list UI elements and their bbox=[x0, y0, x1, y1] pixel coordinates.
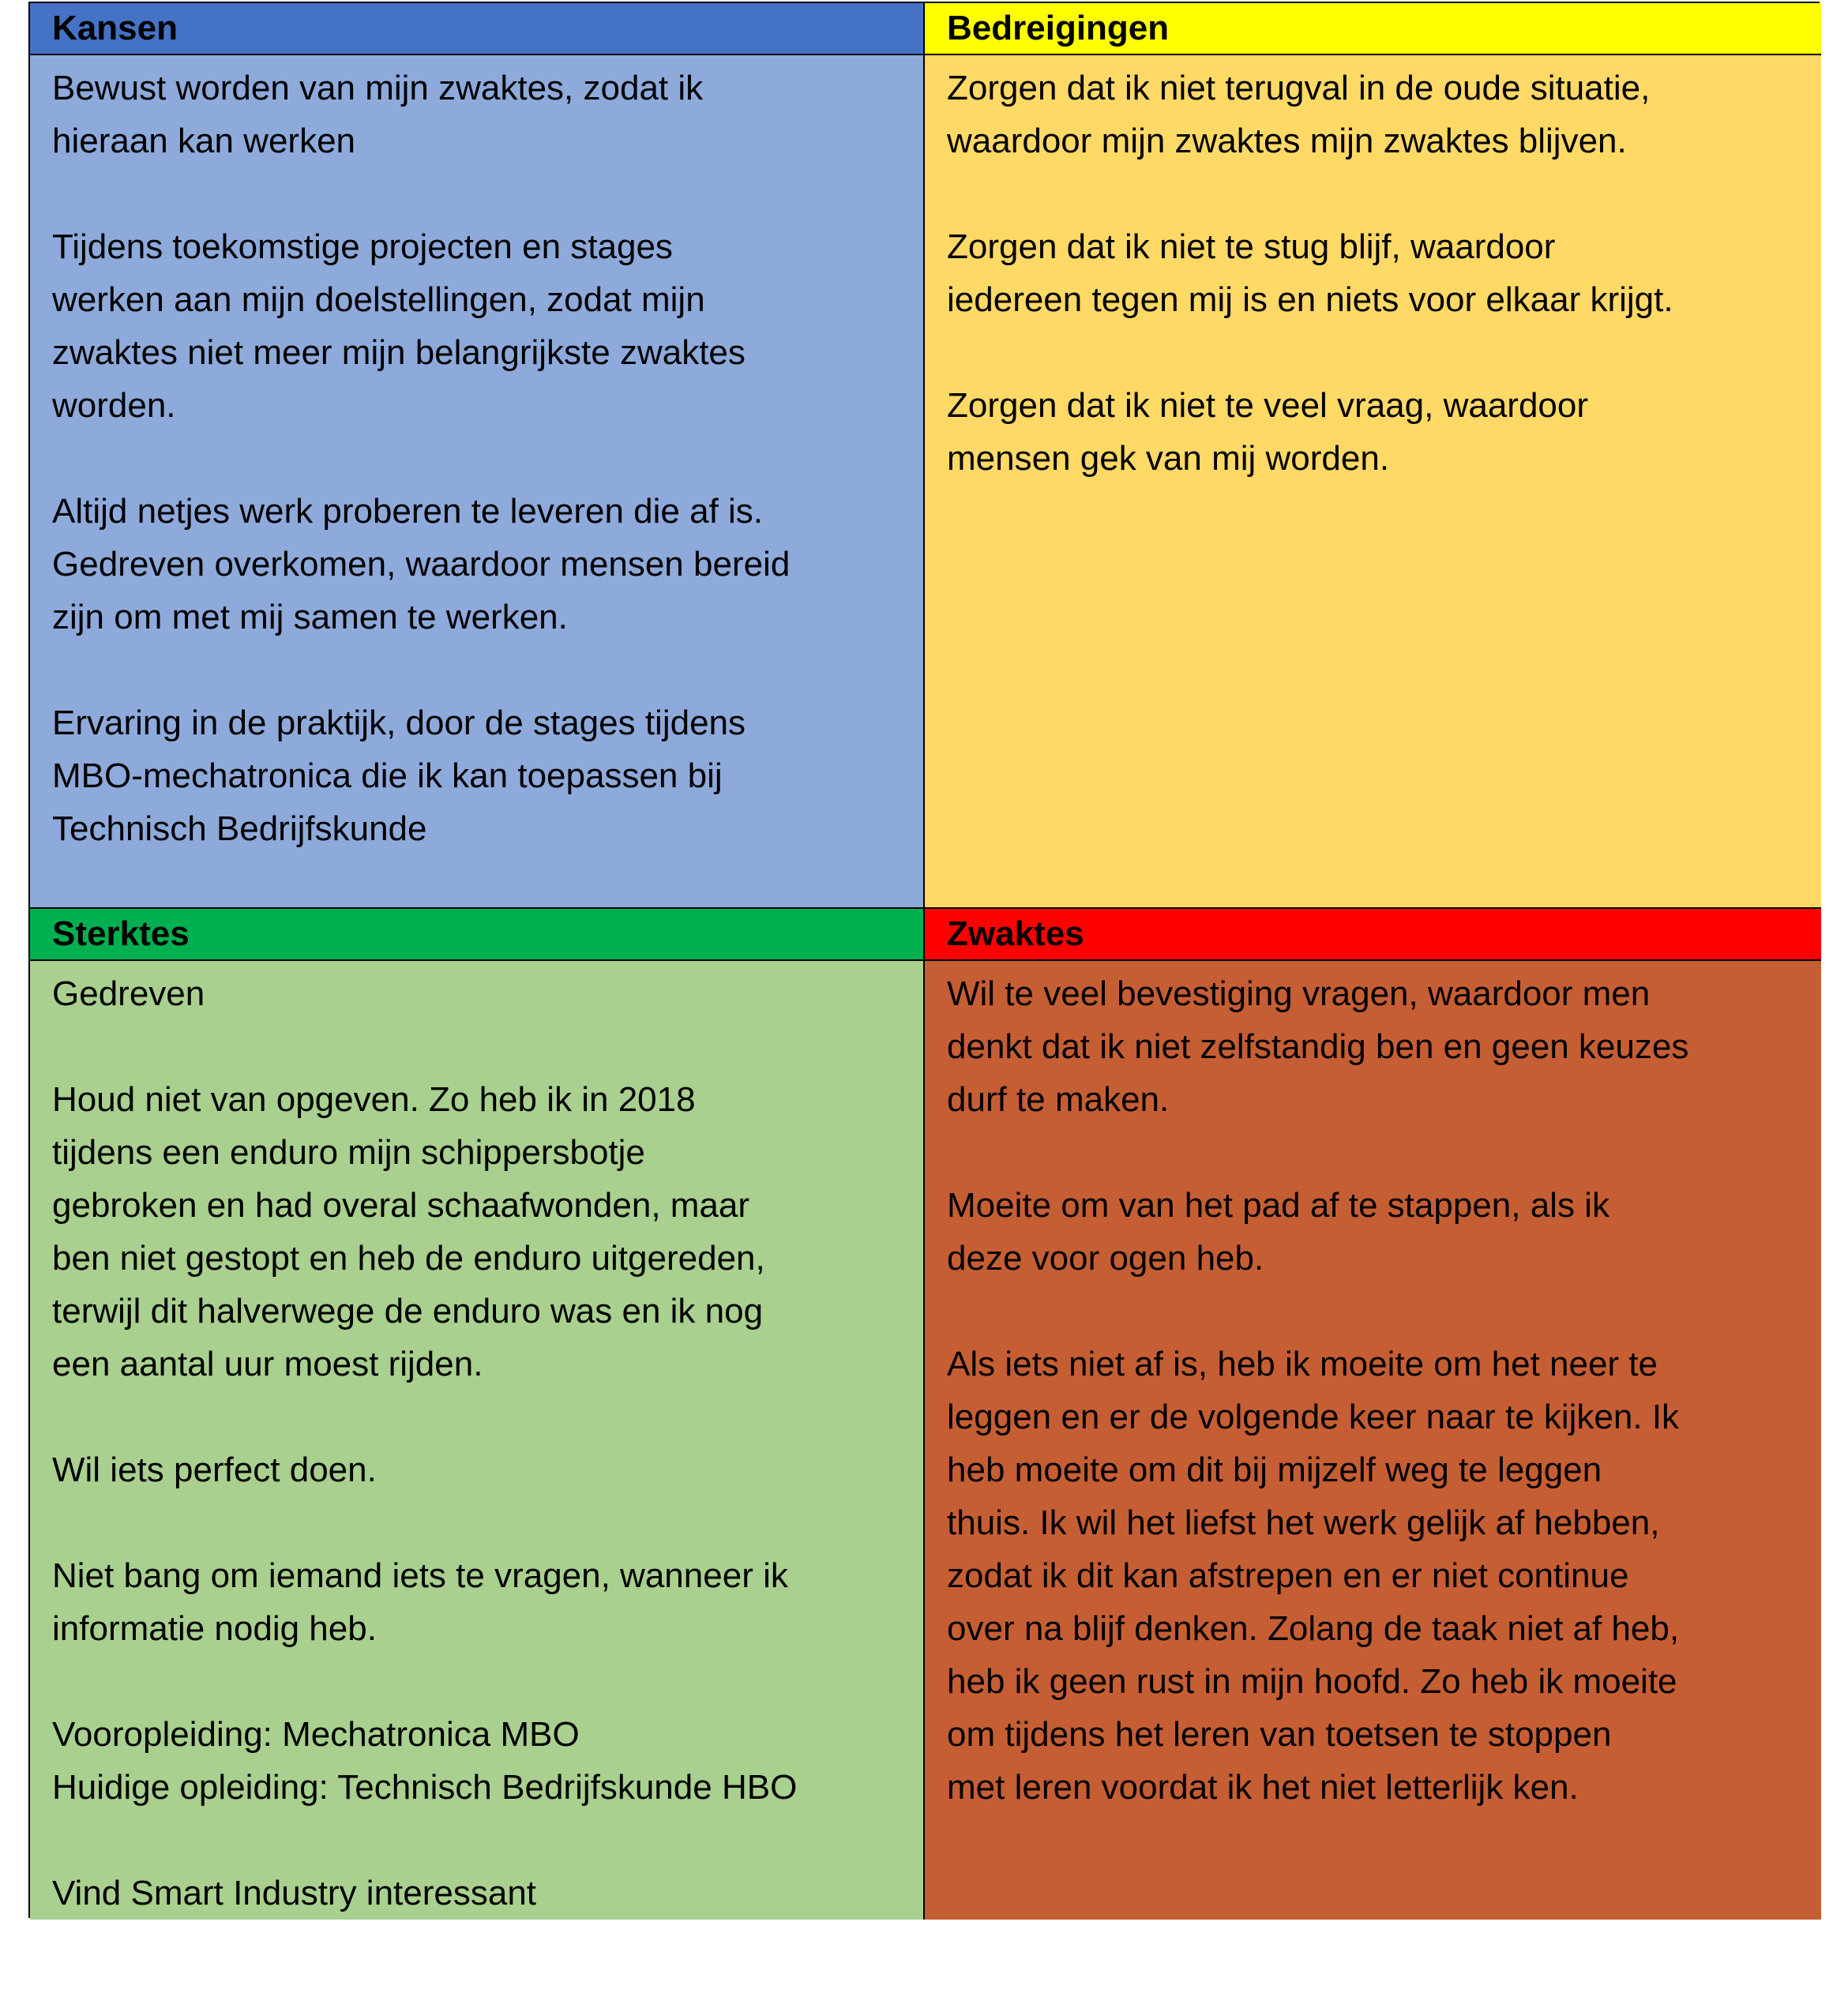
bedreigingen-header: Bedreigingen bbox=[925, 3, 1821, 55]
swot-table bbox=[28, 2, 1820, 1918]
bedreigingen-paragraph: Zorgen dat ik niet te veel vraag, waardoor mensen gek van mij worden. bbox=[947, 386, 1589, 478]
sterktes-quadrant bbox=[30, 909, 925, 1920]
kansen-paragraph: Bewust worden van mijn zwaktes, zodat ik hieraan kan werken bbox=[52, 69, 704, 160]
kansen-header: Kansen bbox=[30, 3, 923, 55]
kansen-body bbox=[30, 55, 923, 907]
bedreigingen-quadrant bbox=[925, 3, 1821, 909]
bedreigingen-paragraph: Zorgen dat ik niet te stug blijf, waardoor iedereen tegen mij is en niets voor elkaar krijgt. bbox=[947, 227, 1673, 319]
sterktes-paragraph: Gedreven bbox=[52, 974, 205, 1013]
zwaktes-header: Zwaktes bbox=[925, 909, 1821, 961]
sterktes-paragraph: Wil iets perfect doen. bbox=[52, 1451, 377, 1489]
zwaktes-paragraph: Moeite om van het pad af te stappen, als ik deze voor ogen heb. bbox=[947, 1186, 1609, 1278]
sterktes-paragraph: Houd niet van opgeven. Zo heb ik in 2018 tijdens een enduro mijn schippersbotje gebroken en had overal schaafwonden, maar ben niet gestopt en heb de enduro uitgereden, terwijl dit halverwege de enduro was en ik nog een aantal uur moest rijden. bbox=[52, 1080, 765, 1383]
kansen-paragraph: Altijd netjes werk proberen te leveren die af is. Gedreven overkomen, waardoor mensen bereid zijn om met mij samen te werken. bbox=[52, 492, 791, 636]
kansen-paragraph: Tijdens toekomstige projecten en stages werken aan mijn doelstellingen, zodat mijn zwaktes niet meer mijn belangrijkste zwaktes worden. bbox=[52, 227, 746, 425]
zwaktes-body bbox=[925, 961, 1821, 1920]
sterktes-paragraph: Vooropleiding: Mechatronica MBO Huidige opleiding: Technisch Bedrijfskunde HBO bbox=[52, 1715, 798, 1807]
sterktes-body bbox=[30, 961, 923, 1920]
zwaktes-paragraph: Wil te veel bevestiging vragen, waardoor men denkt dat ik niet zelfstandig ben en geen keuzes durf te maken. bbox=[947, 974, 1689, 1119]
bedreigingen-body bbox=[925, 55, 1821, 907]
kansen-quadrant bbox=[30, 3, 925, 909]
kansen-paragraph: Ervaring in de praktijk, door de stages tijdens MBO-mechatronica die ik kan toepassen bij Technisch Bedrijfskunde bbox=[52, 704, 746, 848]
sterktes-paragraph: Niet bang om iemand iets te vragen, wanneer ik informatie nodig heb. bbox=[52, 1556, 788, 1648]
sterktes-header: Sterktes bbox=[30, 909, 923, 961]
zwaktes-quadrant bbox=[925, 909, 1821, 1920]
bedreigingen-paragraph: Zorgen dat ik niet terugval in de oude situatie, waardoor mijn zwaktes mijn zwaktes blijven. bbox=[947, 69, 1651, 160]
zwaktes-paragraph: Als iets niet af is, heb ik moeite om het neer te leggen en er de volgende keer naar te kijken. Ik heb moeite om dit bij mijzelf weg te leggen thuis. Ik wil het liefst het werk gelijk af hebben, zodat ik dit kan afstrepen en er niet continue over na blijf denken. Zolang de taak niet af heb, heb ik geen rust in mijn hoofd. Zo heb ik moeite om tijdens het leren van toetsen te stoppen met leren voordat ik het niet letterlijk ken. bbox=[947, 1345, 1680, 1807]
sterktes-paragraph: Vind Smart Industry interessant bbox=[52, 1874, 537, 1912]
